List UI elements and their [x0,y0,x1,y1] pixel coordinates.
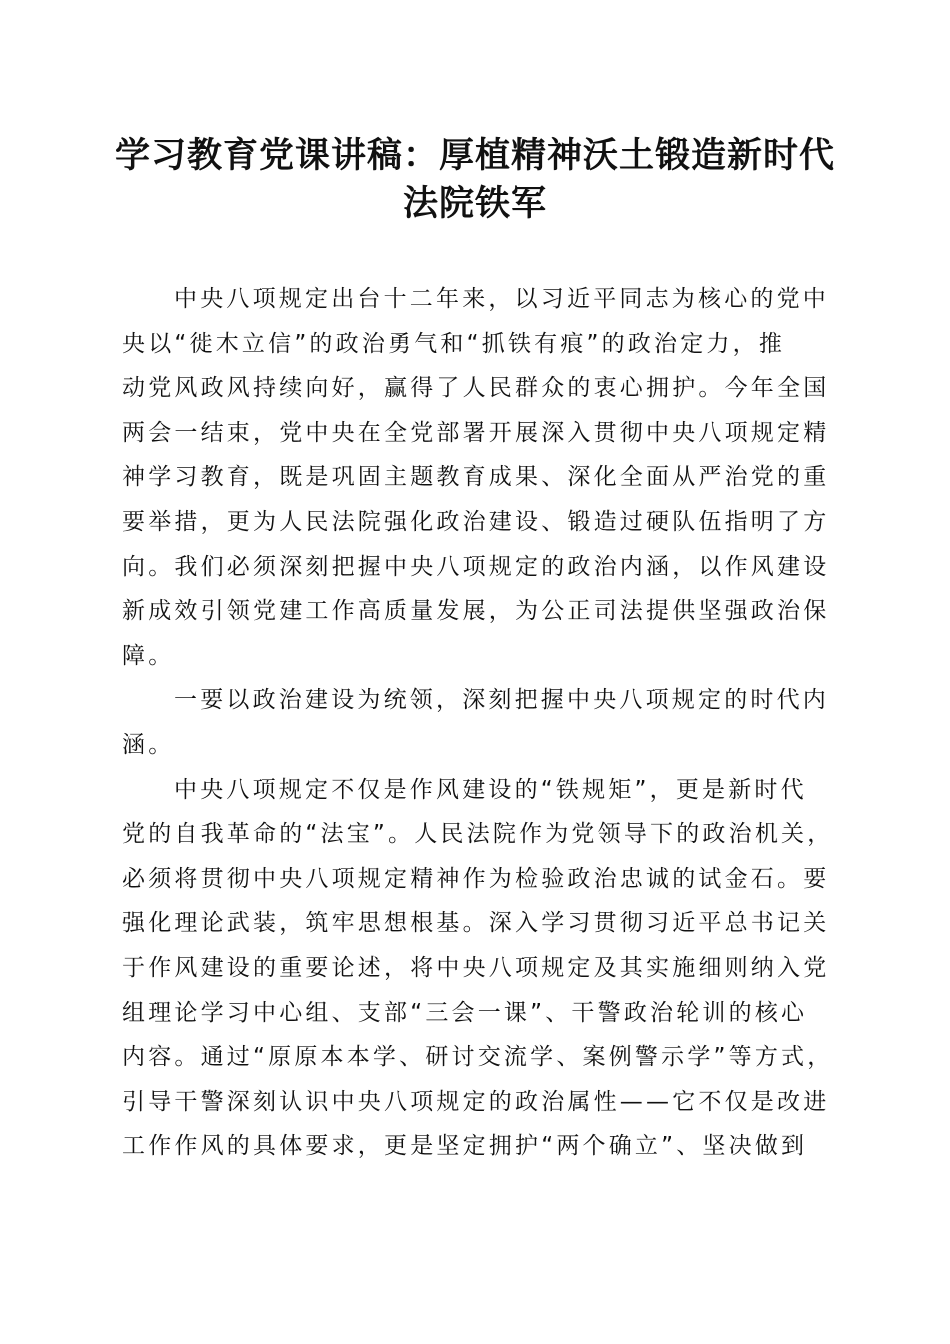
paragraph-line: 中央八项规定不仅是作风建设的“铁规矩”，更是新时代 [174,776,807,803]
paragraph-line: 引导干警深刻认识中央八项规定的政治属性——它不仅是改进 [122,1088,830,1115]
paragraph-line: 动党风政风持续向好，赢得了人民群众的衷心拥护。今年全国 [122,375,830,402]
paragraph-3 [122,768,834,1169]
paragraph-2-heading [122,678,828,767]
paragraph-1 [122,277,828,678]
paragraph-line: 于作风建设的重要论述，将中央八项规定及其实施细则纳入党 [122,954,830,981]
paragraph-line: 一要以政治建设为统领，深刻把握中央八项规定的时代内 [174,687,829,714]
paragraph-line: 中央八项规定出台十二年来，以习近平同志为核心的党中 [174,286,829,312]
paragraph-line: 神学习教育，既是巩固主题教育成果、深化全面从严治党的重 [122,464,830,491]
paragraph-line: 两会一结束，党中央在全党部署开展深入贯彻中央八项规定精 [122,419,830,446]
document-title [100,132,850,228]
paragraph-line: 央以“徙木立信”的政治勇气和“抓铁有痕”的政治定力，推 [122,330,786,357]
paragraph-line: 要举措，更为人民法院强化政治建设、锻造过硬队伍指明了方 [122,508,830,535]
paragraph-line: 组理论学习中心组、支部“三会一课”、干警政治轮训的核心 [122,999,808,1026]
paragraph-line: 党的自我革命的“法宝”。人民法院作为党领导下的政治机关， [122,821,834,848]
paragraph-line: 障。 [122,642,175,669]
paragraph-line: 涵。 [122,731,175,758]
title-line-1: 学习教育党课讲稿：厚植精神沃土锻造新时代 [114,135,835,176]
paragraph-line: 必须将贯彻中央八项规定精神作为检验政治忠诚的试金石。要 [122,865,830,892]
document-body [122,277,834,1169]
paragraph-line: 内容。通过“原原本本学、研讨交流学、案例警示学”等方式， [122,1044,834,1071]
paragraph-line: 工作作风的具体要求，更是坚定拥护“两个确立”、坚决做到 [122,1133,808,1160]
paragraph-line: 强化理论武装，筑牢思想根基。深入学习贯彻习近平总书记关 [122,910,830,937]
paragraph-line: 向。我们必须深刻把握中央八项规定的政治内涵，以作风建设 [122,553,830,580]
paragraph-line: 新成效引领党建工作高质量发展，为公正司法提供坚强政治保 [122,598,830,625]
title-line-2: 法院铁军 [402,183,547,224]
